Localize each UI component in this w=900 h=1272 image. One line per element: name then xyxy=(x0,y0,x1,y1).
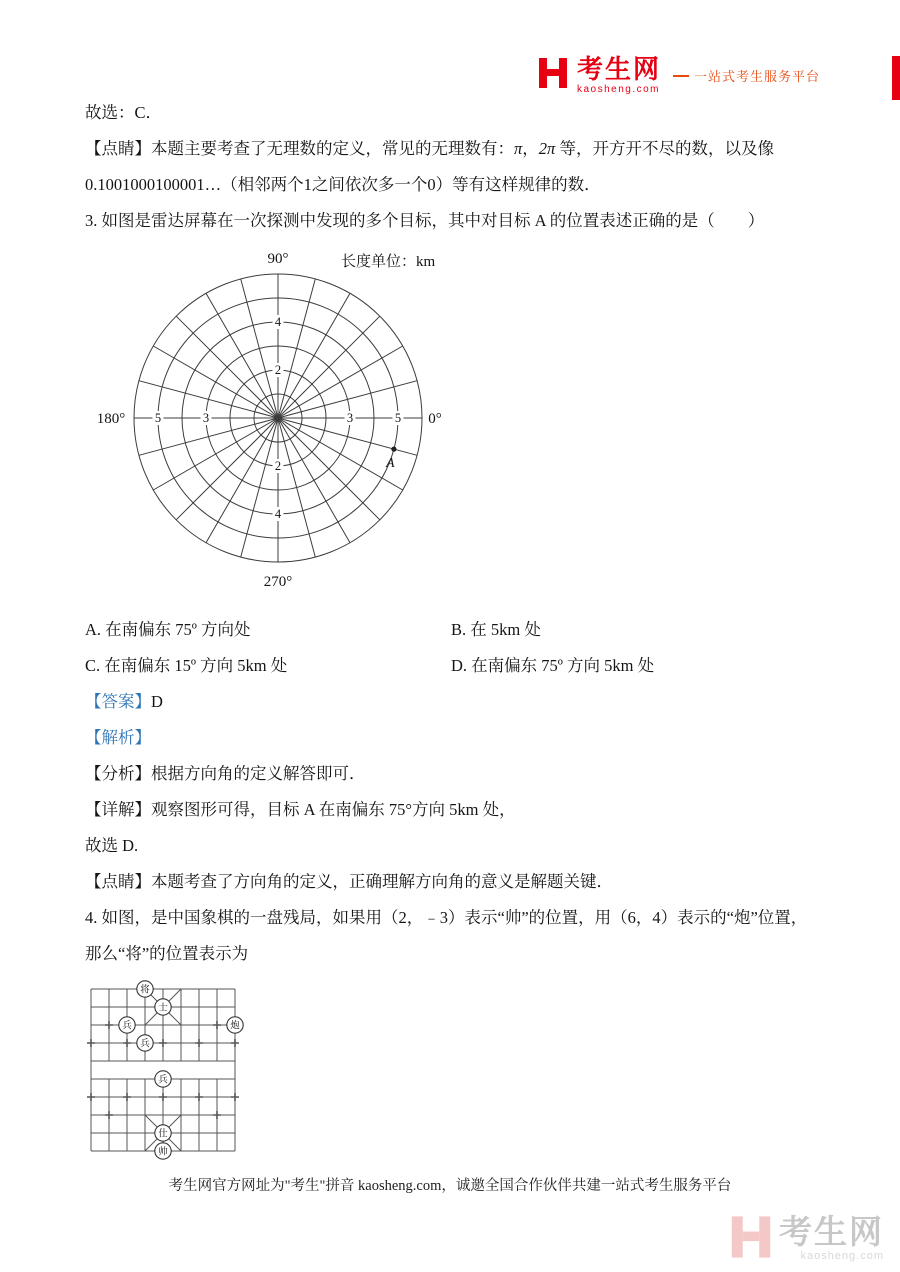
target-a-dot xyxy=(391,447,396,452)
brand-text xyxy=(577,56,661,95)
chess-piece xyxy=(155,999,171,1015)
chess-piece xyxy=(155,1143,171,1159)
radar-scale-label: 2 xyxy=(274,363,282,377)
q3-note-line: 【点睛】本题考查了方向角的定义，正确理解方向角的意义是解题关键． xyxy=(85,872,613,891)
solution2-note-line xyxy=(85,138,855,160)
jiexi-label: 【解析】 xyxy=(85,728,151,747)
chess-piece-label: 士 xyxy=(158,1003,168,1014)
jiexi-line xyxy=(85,727,855,749)
solution2-note-line2: 0.1001000100001…（相邻两个1之间依次多一个0）等有这样规律的数． xyxy=(85,175,601,194)
radar-figure xyxy=(73,246,855,597)
watermark-text xyxy=(779,1215,884,1262)
radar-chart xyxy=(73,246,483,591)
chess-piece-label: 兵 xyxy=(140,1039,150,1050)
radar-angle-left: 180° xyxy=(96,411,126,427)
chess-piece-label: 兵 xyxy=(122,1021,132,1032)
brand-tagline: 一站式考生服务平台 xyxy=(693,69,820,84)
chess-piece xyxy=(137,981,153,997)
radar-scale-label: 5 xyxy=(394,411,402,425)
footer-text: 考生网官方网址为"考生"拼音 kaosheng.com，诚邀全国合作伙伴共建一站式考生服务平台 xyxy=(168,1178,732,1194)
radar-angle-top: 90° xyxy=(267,251,289,267)
choose-d-line: 故选 D. xyxy=(85,836,139,855)
two-pi-symbol: 2π xyxy=(538,139,556,158)
radar-scale-label: 4 xyxy=(274,315,282,329)
option-d: D. 在南偏东 75º 方向 5km 处 xyxy=(451,656,655,675)
chess-piece-label: 将 xyxy=(140,985,150,996)
red-edge-bar xyxy=(892,56,900,100)
option-c: C. 在南偏东 15º 方向 5km 处 xyxy=(85,656,288,675)
answer-value: D xyxy=(151,692,163,711)
brand-domain: kaosheng.com xyxy=(576,84,661,95)
kaosheng-watermark-icon xyxy=(729,1215,773,1264)
chess-piece xyxy=(119,1017,135,1033)
watermark-name: 考生网 xyxy=(779,1213,884,1250)
chess-piece-label: 仕 xyxy=(158,1129,168,1140)
chess-piece xyxy=(155,1125,171,1141)
q3-stem: 3. 如图是雷达屏幕在一次探测中发现的多个目标，其中对目标 A 的位置表述正确的是（ ） xyxy=(85,211,765,230)
tagline-dash xyxy=(673,75,689,77)
q4-stem-line2: 那么“将”的位置表示为 xyxy=(85,944,249,963)
fenxi-line: 【分析】根据方向角的定义解答即可． xyxy=(85,764,366,783)
option-b: B. 在 5km 处 xyxy=(451,620,541,639)
radar-scale-label: 2 xyxy=(274,459,282,473)
radar-angle-right: 0° xyxy=(428,411,442,427)
brand-logo xyxy=(537,56,820,95)
chess-piece-label: 兵 xyxy=(158,1075,168,1086)
target-a-label: A xyxy=(386,456,395,471)
watermark xyxy=(729,1215,884,1264)
radar-scale-label: 3 xyxy=(346,411,354,425)
radar-scale-label: 4 xyxy=(274,507,282,521)
note-text: 【点睛】本题主要考查了无理数的定义，常见的无理数有： xyxy=(85,139,514,158)
radar-scale-label: 5 xyxy=(154,411,162,425)
radar-angle-bottom: 270° xyxy=(263,574,293,590)
pi-symbol: π xyxy=(514,139,523,158)
chess-figure xyxy=(81,979,855,1167)
chess-piece-label: 炮 xyxy=(230,1021,240,1032)
chess-piece-label: 帅 xyxy=(158,1147,168,1158)
chess-piece xyxy=(227,1017,243,1033)
brand-name: 考生网 xyxy=(576,54,661,84)
kaosheng-logo-icon xyxy=(537,57,569,94)
radar-scale-label: 3 xyxy=(202,411,210,425)
document-content xyxy=(85,102,855,1167)
q3-options xyxy=(85,619,855,677)
radar-unit-label: 长度单位：km xyxy=(341,254,436,270)
watermark-domain: kaosheng.com xyxy=(800,1250,884,1262)
xiangjie-line: 【详解】观察图形可得，目标 A 在南偏东 75°方向 5km 处， xyxy=(85,800,516,819)
chess-piece xyxy=(155,1071,171,1087)
chess-board xyxy=(81,979,245,1161)
note-text: ， xyxy=(522,139,539,158)
option-a: A. 在南偏东 75º 方向处 xyxy=(85,620,251,639)
q4-stem-line1: 4. 如图，是中国象棋的一盘残局，如果用（2，﹣3）表示“帅”的位置，用（6，4）表示的“炮”位置， xyxy=(85,908,808,927)
answer-line xyxy=(85,691,855,713)
note-text: 等，开方开不尽的数，以及像 xyxy=(555,139,774,158)
chess-piece xyxy=(137,1035,153,1051)
answer-label: 【答案】 xyxy=(85,692,151,711)
solution2-choose-line: 故选：C． xyxy=(85,103,163,122)
